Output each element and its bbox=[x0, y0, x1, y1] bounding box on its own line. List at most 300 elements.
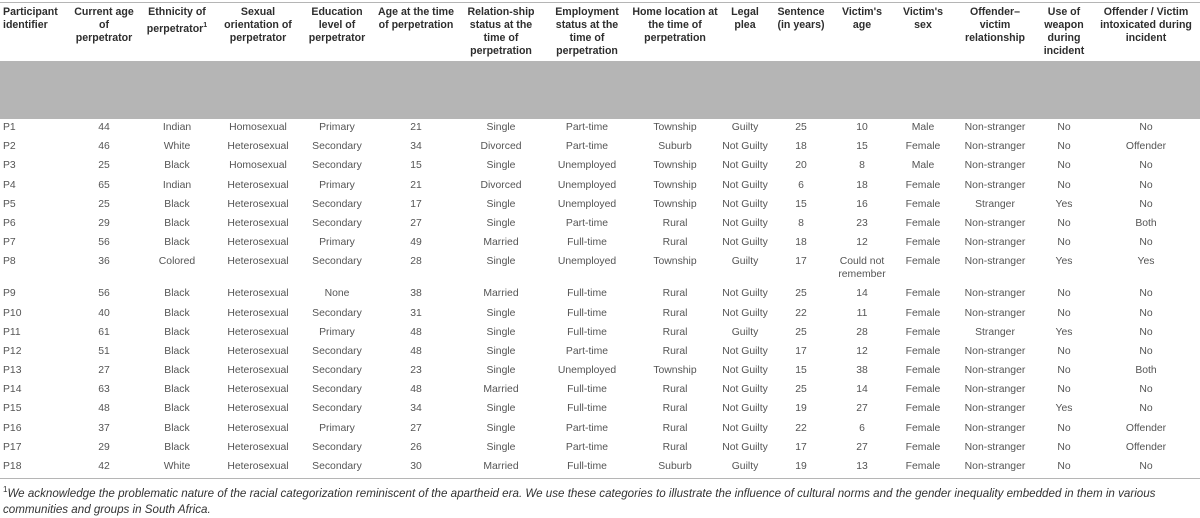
table-cell: 14 bbox=[856, 288, 868, 300]
table-cell: 38 bbox=[856, 365, 868, 377]
table-cell: Married bbox=[483, 384, 519, 396]
table-cell: No bbox=[1139, 198, 1153, 210]
table-cell: Single bbox=[486, 365, 516, 377]
table-cell: 22 bbox=[795, 307, 807, 319]
table-cell: Non-stranger bbox=[964, 384, 1026, 396]
table-cell: 29 bbox=[98, 217, 110, 229]
table-row bbox=[0, 215, 1200, 234]
table-cell: Rural bbox=[662, 345, 688, 357]
table-cell: Primary bbox=[319, 326, 355, 338]
participant-id-cell: P14 bbox=[3, 384, 22, 396]
participant-id-cell: P10 bbox=[3, 307, 22, 319]
table-cell: Offender bbox=[1125, 422, 1167, 434]
table-cell: Non-stranger bbox=[964, 141, 1026, 153]
table-cell: Rural bbox=[662, 326, 688, 338]
table-cell: Not Guilty bbox=[722, 345, 768, 357]
table-cell: No bbox=[1057, 345, 1071, 357]
table-cell: 27 bbox=[856, 441, 868, 453]
table-cell: Heterosexual bbox=[227, 198, 289, 210]
table-cell: Rural bbox=[662, 288, 688, 300]
table-cell: Black bbox=[164, 307, 190, 319]
table-cell: 6 bbox=[859, 422, 865, 434]
table-cell: Not Guilty bbox=[722, 441, 768, 453]
table-cell: Single bbox=[486, 441, 516, 453]
table-cell: 42 bbox=[98, 461, 110, 472]
table-cell: Yes bbox=[1055, 326, 1073, 338]
table-cell: White bbox=[163, 461, 191, 472]
table-cell: Not Guilty bbox=[722, 217, 768, 229]
table-cell: Full-time bbox=[567, 288, 607, 300]
table-cell: Divorced bbox=[480, 179, 522, 191]
table-cell: 46 bbox=[98, 141, 110, 153]
table-cell: Non-stranger bbox=[964, 160, 1026, 172]
table-cell: Secondary bbox=[312, 345, 362, 357]
table-cell: 15 bbox=[795, 198, 807, 210]
table-cell: Unemployed bbox=[557, 256, 617, 268]
header-rule bbox=[0, 61, 1200, 119]
table-cell: Black bbox=[164, 345, 190, 357]
table-cell: Full-time bbox=[567, 237, 607, 249]
table-cell: Single bbox=[486, 217, 516, 229]
table-cell: Non-stranger bbox=[964, 345, 1026, 357]
table-cell: 34 bbox=[410, 403, 422, 415]
table-cell: Black bbox=[164, 237, 190, 249]
table-cell: Yes bbox=[1137, 256, 1155, 268]
table-cell: Not Guilty bbox=[722, 307, 768, 319]
table-cell: Black bbox=[164, 288, 190, 300]
column-header: Offender / Victim intoxicated during incident bbox=[1100, 6, 1192, 44]
table-cell: Part-time bbox=[565, 345, 609, 357]
table-row bbox=[0, 400, 1200, 419]
table-cell: Homosexual bbox=[229, 122, 287, 133]
table-cell: 44 bbox=[98, 122, 110, 133]
table-cell: 63 bbox=[98, 384, 110, 396]
table-cell: Non-stranger bbox=[964, 422, 1026, 434]
table-cell: Non-stranger bbox=[964, 217, 1026, 229]
table-cell: No bbox=[1139, 288, 1153, 300]
table-cell: 23 bbox=[410, 365, 422, 377]
table-cell: 25 bbox=[795, 326, 807, 338]
table-cell: Township bbox=[653, 122, 697, 133]
table-row bbox=[0, 458, 1200, 477]
table-cell: Heterosexual bbox=[227, 403, 289, 415]
table-cell: Township bbox=[653, 198, 697, 210]
table-cell: Primary bbox=[319, 237, 355, 249]
table-cell: Non-stranger bbox=[964, 256, 1026, 268]
participant-id-cell: P4 bbox=[3, 179, 16, 191]
table-cell: 26 bbox=[410, 441, 422, 453]
table-cell: 12 bbox=[856, 345, 868, 357]
column-header: Current age of perpetrator bbox=[74, 6, 134, 44]
table-cell: White bbox=[163, 141, 191, 153]
table-cell: 10 bbox=[856, 122, 868, 133]
table-row bbox=[0, 234, 1200, 253]
table-cell: Township bbox=[653, 256, 697, 268]
table-cell: 29 bbox=[98, 441, 110, 453]
table-cell: Heterosexual bbox=[227, 326, 289, 338]
table-cell: 11 bbox=[856, 307, 868, 319]
column-header: Offender–victim relationship bbox=[964, 6, 1026, 44]
table-cell: Primary bbox=[319, 179, 355, 191]
table-cell: Black bbox=[164, 365, 190, 377]
table-cell: Non-stranger bbox=[964, 403, 1026, 415]
table-cell: 28 bbox=[856, 326, 868, 338]
table-cell: 13 bbox=[856, 461, 868, 472]
table-cell: Secondary bbox=[312, 403, 362, 415]
table-cell: Indian bbox=[162, 179, 192, 191]
table-cell: 34 bbox=[410, 141, 422, 153]
table-cell: Suburb bbox=[658, 461, 692, 472]
table-cell: 61 bbox=[98, 326, 110, 338]
table-cell: Full-time bbox=[567, 403, 607, 415]
table-cell: Female bbox=[905, 365, 941, 377]
table-cell: No bbox=[1139, 160, 1153, 172]
table-cell: Male bbox=[911, 122, 935, 133]
table-cell: 48 bbox=[410, 326, 422, 338]
table-row bbox=[0, 177, 1200, 196]
participant-id-cell: P8 bbox=[3, 256, 16, 268]
table-cell: Stranger bbox=[975, 326, 1015, 338]
perpetrator-table bbox=[0, 3, 1200, 477]
table-cell: Guilty bbox=[731, 122, 759, 133]
table-cell: Both bbox=[1135, 217, 1157, 229]
table-cell: Non-stranger bbox=[964, 179, 1026, 191]
column-header: Age at the time of perpetration bbox=[378, 6, 454, 31]
table-cell: Single bbox=[486, 160, 516, 172]
table-cell: 21 bbox=[410, 122, 422, 133]
table-cell: Secondary bbox=[312, 307, 362, 319]
table-cell: Married bbox=[483, 237, 519, 249]
table-cell: Female bbox=[905, 461, 941, 472]
table-cell: Yes bbox=[1055, 198, 1073, 210]
table-cell: Heterosexual bbox=[227, 365, 289, 377]
table-cell: Not Guilty bbox=[722, 365, 768, 377]
column-header: Relation-ship status at the time of perpetration bbox=[467, 6, 535, 57]
table-cell: Single bbox=[486, 422, 516, 434]
participant-id-cell: P1 bbox=[3, 122, 16, 133]
footnote-marker: 1 bbox=[203, 22, 208, 29]
table-cell: No bbox=[1057, 365, 1071, 377]
table-cell: No bbox=[1139, 326, 1153, 338]
table-cell: Part-time bbox=[565, 122, 609, 133]
column-header: Legal plea bbox=[731, 6, 759, 31]
table-cell: 51 bbox=[98, 345, 110, 357]
column-header: Education level of perpetrator bbox=[308, 6, 366, 44]
table-cell: 28 bbox=[410, 256, 422, 268]
table-cell: 27 bbox=[98, 365, 110, 377]
table-cell: Black bbox=[164, 217, 190, 229]
table-cell: Female bbox=[905, 307, 941, 319]
table-cell: Full-time bbox=[567, 461, 607, 472]
table-cell: Secondary bbox=[312, 141, 362, 153]
table-cell: No bbox=[1139, 403, 1153, 415]
table-cell: Rural bbox=[662, 307, 688, 319]
table-cell: Male bbox=[911, 160, 935, 172]
table-cell: Heterosexual bbox=[227, 237, 289, 249]
table-cell: 25 bbox=[795, 288, 807, 300]
table-cell: Offender bbox=[1125, 141, 1167, 153]
table-cell: 17 bbox=[795, 345, 807, 357]
column-header: Home location at the time of perpetration bbox=[632, 6, 718, 44]
table-cell: Non-stranger bbox=[964, 441, 1026, 453]
table-cell: 22 bbox=[795, 422, 807, 434]
table-cell: Female bbox=[905, 256, 941, 268]
participant-id-cell: P11 bbox=[3, 326, 21, 338]
table-cell: Black bbox=[164, 384, 190, 396]
table-cell: Black bbox=[164, 403, 190, 415]
table-cell: Homosexual bbox=[229, 160, 287, 172]
table-cell: Yes bbox=[1055, 256, 1073, 268]
table-cell: Black bbox=[164, 198, 190, 210]
table-cell: Part-time bbox=[565, 141, 609, 153]
table-cell: Secondary bbox=[312, 384, 362, 396]
table-cell: 15 bbox=[410, 160, 422, 172]
table-cell: Rural bbox=[662, 441, 688, 453]
table-cell: 31 bbox=[410, 307, 422, 319]
table-row bbox=[0, 253, 1200, 285]
table-cell: Single bbox=[486, 345, 516, 357]
participant-id-cell: P5 bbox=[3, 198, 16, 210]
participant-id-cell: P2 bbox=[3, 141, 16, 153]
table-cell: Full-time bbox=[567, 326, 607, 338]
table-cell: 56 bbox=[98, 237, 110, 249]
table-cell: Married bbox=[483, 461, 519, 472]
table-cell: Not Guilty bbox=[722, 179, 768, 191]
table-cell: 12 bbox=[856, 237, 868, 249]
table-cell: Female bbox=[905, 403, 941, 415]
table-cell: Female bbox=[905, 179, 941, 191]
table-cell: No bbox=[1139, 122, 1153, 133]
table-cell: Not Guilty bbox=[722, 403, 768, 415]
column-header: Victim's sex bbox=[902, 6, 943, 31]
table-cell: 15 bbox=[795, 365, 807, 377]
table-cell: Single bbox=[486, 122, 516, 133]
table-cell: Not Guilty bbox=[722, 384, 768, 396]
table-cell: Not Guilty bbox=[722, 198, 768, 210]
table-cell: 36 bbox=[98, 256, 110, 268]
table-cell: Secondary bbox=[312, 160, 362, 172]
table-cell: Not Guilty bbox=[722, 422, 768, 434]
table-row bbox=[0, 138, 1200, 157]
table-cell: Heterosexual bbox=[227, 307, 289, 319]
table-cell: Heterosexual bbox=[227, 217, 289, 229]
table-cell: Township bbox=[653, 179, 697, 191]
table-cell: Guilty bbox=[731, 461, 759, 472]
table-cell: 37 bbox=[98, 422, 110, 434]
table-cell: No bbox=[1057, 461, 1071, 472]
table-cell: Not Guilty bbox=[722, 160, 768, 172]
table-cell: Part-time bbox=[565, 422, 609, 434]
table-cell: Secondary bbox=[312, 441, 362, 453]
column-header-ethnicity bbox=[138, 3, 216, 61]
table-cell: Township bbox=[653, 160, 697, 172]
table-cell: No bbox=[1057, 384, 1071, 396]
table-row bbox=[0, 439, 1200, 458]
table-cell: Rural bbox=[662, 384, 688, 396]
table-cell: Female bbox=[905, 345, 941, 357]
participant-id-cell: P6 bbox=[3, 217, 16, 229]
column-header: Victim's age bbox=[841, 6, 882, 31]
table-cell: Non-stranger bbox=[964, 237, 1026, 249]
table-cell: No bbox=[1057, 217, 1071, 229]
table-cell: 27 bbox=[410, 217, 422, 229]
table-cell: Heterosexual bbox=[227, 422, 289, 434]
table-cell: 40 bbox=[98, 307, 110, 319]
table-cell: Black bbox=[164, 441, 190, 453]
table-row bbox=[0, 285, 1200, 304]
table-cell: No bbox=[1057, 441, 1071, 453]
table-cell: 18 bbox=[856, 179, 868, 191]
table-cell: Divorced bbox=[480, 141, 522, 153]
table-cell: Female bbox=[905, 217, 941, 229]
table-cell: Unemployed bbox=[557, 160, 617, 172]
table-cell: Heterosexual bbox=[227, 179, 289, 191]
table-cell: No bbox=[1057, 122, 1071, 133]
table-row bbox=[0, 343, 1200, 362]
table-cell: No bbox=[1139, 345, 1153, 357]
table-cell: 17 bbox=[410, 198, 422, 210]
table-cell: Part-time bbox=[565, 441, 609, 453]
table-cell: 25 bbox=[98, 160, 110, 172]
table-cell: Non-stranger bbox=[964, 288, 1026, 300]
table-cell: Secondary bbox=[312, 365, 362, 377]
table-cell: 18 bbox=[795, 141, 807, 153]
table-cell: Guilty bbox=[731, 326, 759, 338]
table-cell: No bbox=[1139, 307, 1153, 319]
table-cell: 25 bbox=[795, 122, 807, 133]
table-cell: Single bbox=[486, 307, 516, 319]
column-header: Sentence (in years) bbox=[777, 6, 825, 31]
table-cell: Colored bbox=[158, 256, 196, 268]
table-cell: Unemployed bbox=[557, 365, 617, 377]
table-row bbox=[0, 381, 1200, 400]
column-header: Employment status at the time of perpetration bbox=[555, 6, 619, 57]
table-cell: No bbox=[1139, 179, 1153, 191]
participant-id-cell: P15 bbox=[3, 403, 22, 415]
table-cell: 49 bbox=[410, 237, 422, 249]
table-cell: No bbox=[1057, 307, 1071, 319]
table-row bbox=[0, 196, 1200, 215]
table-cell: 56 bbox=[98, 288, 110, 300]
table-cell: 17 bbox=[795, 256, 807, 268]
table-cell: Secondary bbox=[312, 256, 362, 268]
table-cell: Stranger bbox=[975, 198, 1015, 210]
table-cell: Heterosexual bbox=[227, 256, 289, 268]
participant-id-cell: P9 bbox=[3, 288, 16, 300]
participant-id-cell: P3 bbox=[3, 160, 16, 172]
table-cell: Unemployed bbox=[557, 198, 617, 210]
table-cell: Female bbox=[905, 441, 941, 453]
column-header: Use of weapon during incident bbox=[1043, 6, 1085, 57]
table-cell: Non-stranger bbox=[964, 461, 1026, 472]
table-cell: Township bbox=[653, 365, 697, 377]
table-cell: Primary bbox=[319, 122, 355, 133]
table-cell: Heterosexual bbox=[227, 141, 289, 153]
table-cell: None bbox=[324, 288, 350, 300]
table-cell: Single bbox=[486, 198, 516, 210]
table-cell: No bbox=[1139, 461, 1153, 472]
table-cell: Secondary bbox=[312, 198, 362, 210]
column-header-label: Ethnicity of perpetrator bbox=[146, 6, 206, 35]
table-cell: 65 bbox=[98, 179, 110, 191]
table-cell: Female bbox=[905, 141, 941, 153]
table-cell: Not Guilty bbox=[722, 288, 768, 300]
column-header: Sexual orientation of perpetrator bbox=[224, 6, 292, 44]
table-cell: 48 bbox=[410, 345, 422, 357]
participant-id-cell: P16 bbox=[3, 422, 22, 434]
table-cell: Non-stranger bbox=[964, 122, 1026, 133]
table-cell: 19 bbox=[795, 403, 807, 415]
table-cell: Heterosexual bbox=[227, 384, 289, 396]
table-body bbox=[0, 119, 1200, 477]
table-cell: Heterosexual bbox=[227, 441, 289, 453]
table-cell: 21 bbox=[410, 179, 422, 191]
table-row bbox=[0, 157, 1200, 176]
table-cell: Black bbox=[164, 422, 190, 434]
table-cell: Female bbox=[905, 422, 941, 434]
table-cell: 17 bbox=[795, 441, 807, 453]
header-row bbox=[0, 3, 1200, 61]
table-cell: Guilty bbox=[731, 256, 759, 268]
table-cell: Female bbox=[905, 237, 941, 249]
table-cell: Yes bbox=[1055, 403, 1073, 415]
participant-id-cell: P17 bbox=[3, 441, 22, 453]
table-cell: 8 bbox=[798, 217, 804, 229]
table-cell: 16 bbox=[856, 198, 868, 210]
table-cell: 23 bbox=[856, 217, 868, 229]
footnote-text: We acknowledge the problematic nature of the racial categorization reminiscent of the apartheid era. We use these categories to illustrate the influence of cultural norms and the gender inequality embedded in them in various communities and groups in South Africa. bbox=[3, 487, 1156, 517]
table-cell: Female bbox=[905, 384, 941, 396]
participant-id-cell: P13 bbox=[3, 365, 22, 377]
table-cell: Primary bbox=[319, 422, 355, 434]
table-cell: Single bbox=[486, 403, 516, 415]
table-cell: No bbox=[1139, 384, 1153, 396]
table-cell: 6 bbox=[798, 179, 804, 191]
table-cell: Black bbox=[164, 160, 190, 172]
table-cell: 18 bbox=[795, 237, 807, 249]
table-figure bbox=[0, 2, 1200, 518]
table-cell: Female bbox=[905, 198, 941, 210]
footnote bbox=[0, 479, 1200, 518]
table-cell: Offender bbox=[1125, 441, 1167, 453]
table-cell: Secondary bbox=[312, 461, 362, 472]
table-cell: No bbox=[1057, 422, 1071, 434]
table-cell: Heterosexual bbox=[227, 345, 289, 357]
table-cell: Full-time bbox=[567, 307, 607, 319]
table-cell: Female bbox=[905, 288, 941, 300]
footnote-marker: 1 bbox=[3, 485, 8, 495]
table-cell: 15 bbox=[856, 141, 868, 153]
table-cell: 48 bbox=[410, 384, 422, 396]
table-cell: Suburb bbox=[658, 141, 692, 153]
table-row bbox=[0, 324, 1200, 343]
table-cell: Not Guilty bbox=[722, 141, 768, 153]
table-cell: Black bbox=[164, 326, 190, 338]
table-cell: No bbox=[1057, 141, 1071, 153]
table-cell: Unemployed bbox=[557, 179, 617, 191]
participant-id-cell: P7 bbox=[3, 237, 16, 249]
table-cell: 48 bbox=[98, 403, 110, 415]
table-cell: Non-stranger bbox=[964, 307, 1026, 319]
table-cell: Rural bbox=[662, 217, 688, 229]
table-cell: Not Guilty bbox=[722, 237, 768, 249]
table-cell: Could not remember bbox=[838, 256, 886, 281]
table-cell: Indian bbox=[162, 122, 192, 133]
table-cell: Secondary bbox=[312, 217, 362, 229]
table-cell: Married bbox=[483, 288, 519, 300]
table-cell: Rural bbox=[662, 422, 688, 434]
table-cell: 14 bbox=[856, 384, 868, 396]
